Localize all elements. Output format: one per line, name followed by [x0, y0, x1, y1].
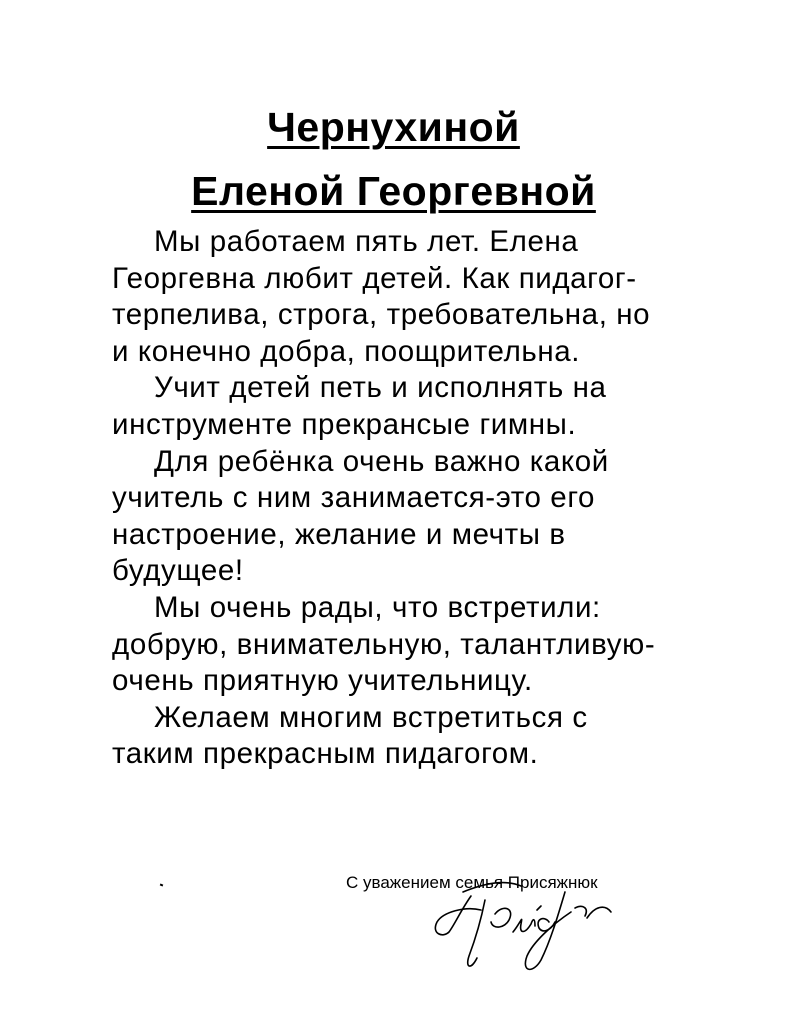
paragraph-4: Мы очень рады, что встретили: добрую, внимательную, талантливую-очень приятную учительницу. [112, 590, 656, 698]
handwritten-signature [425, 874, 625, 978]
closing-line: С уважением семья Присяжнюк [346, 873, 598, 892]
ink-speck [160, 884, 164, 887]
page-title-line-2: Еленой Георгевной [191, 168, 596, 214]
paragraph-3: Для ребёнка очень важно какой учитель с ним занимается-это его настроение, желание и мечты в будущее! [112, 444, 609, 588]
paragraph-2: Учит детей петь и исполнять на инструменте прекрансые гимны. [112, 371, 607, 441]
paragraph-5: Желаем многим встретиться с таким прекрасным пидагогом. [112, 700, 588, 771]
page-title-line-1: Чернухиной [267, 104, 520, 150]
letter-body [112, 224, 672, 773]
paragraph-1: Мы работаем пять лет. Елена Георгевна любит детей. Как пидагог-терпелива, строга, требовательна, но и конечно добра, поощрительна. [112, 225, 651, 368]
